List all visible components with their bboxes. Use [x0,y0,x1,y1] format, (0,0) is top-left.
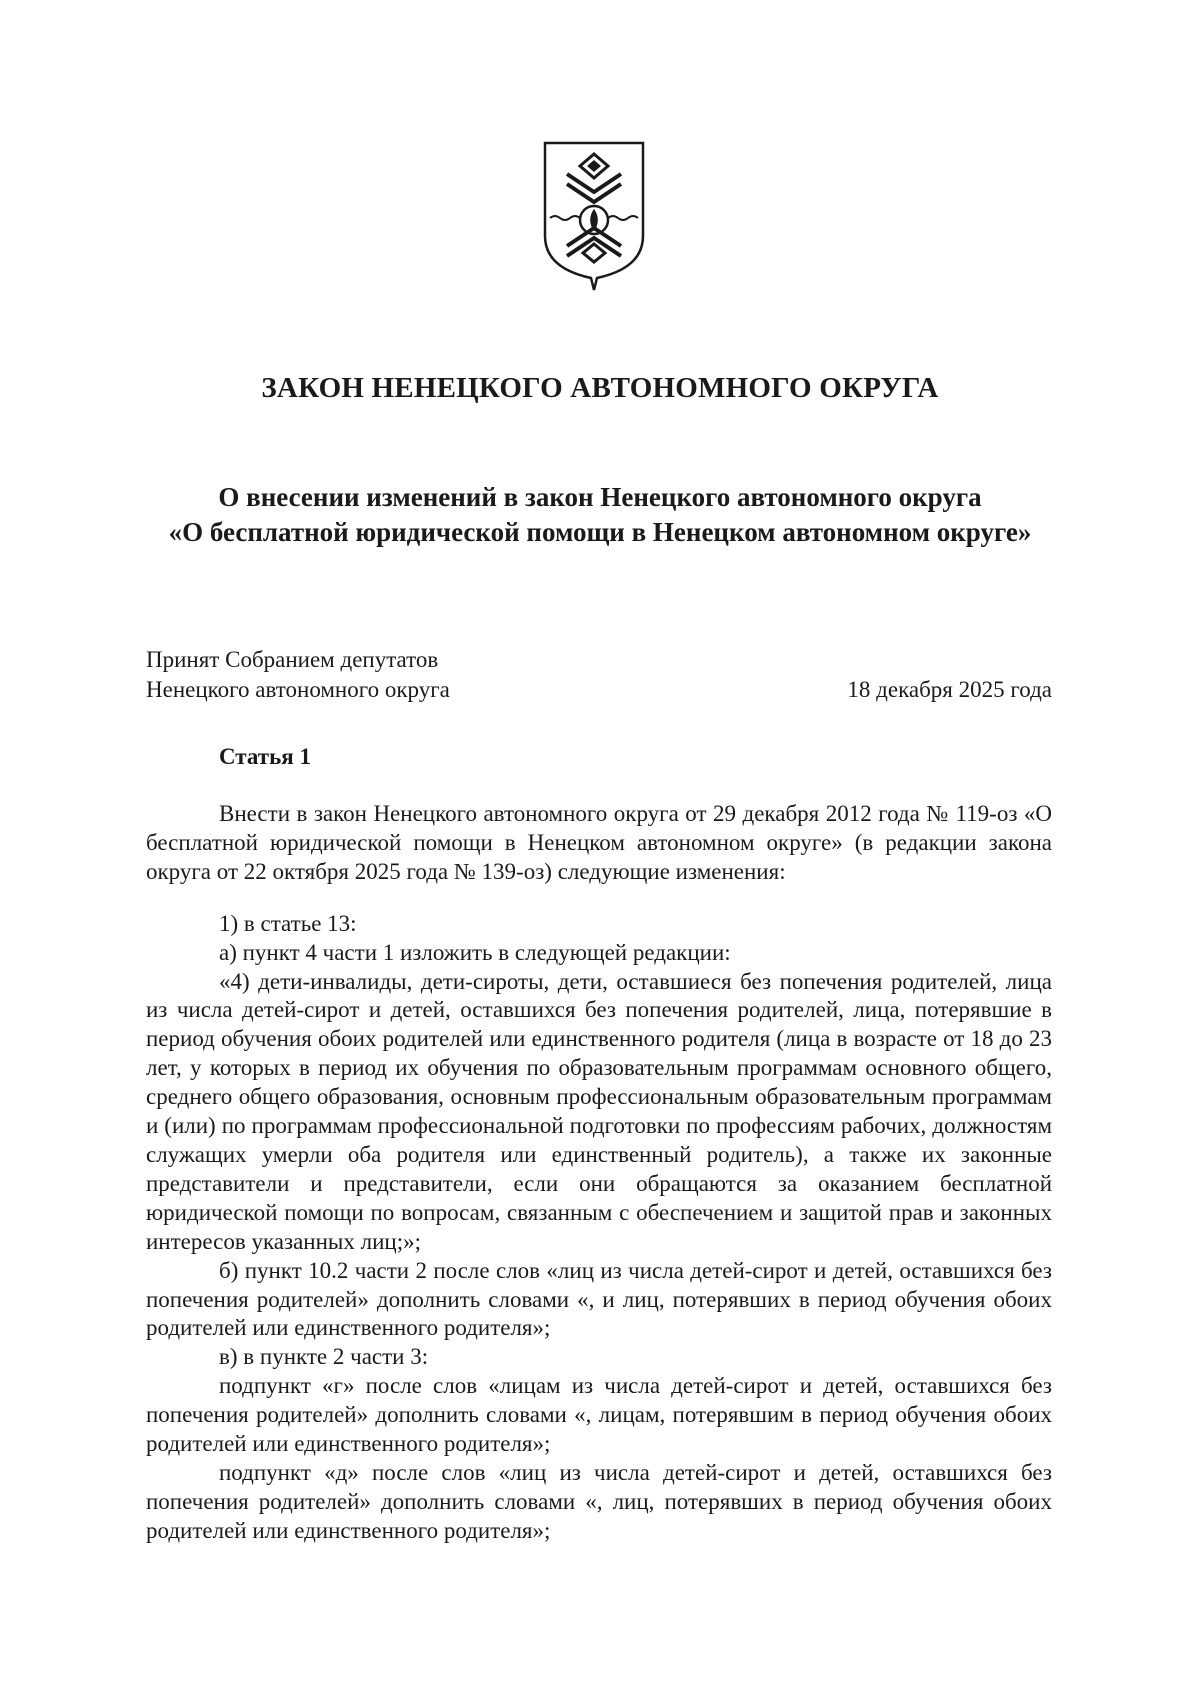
paragraph: подпункт «г» после слов «лицам из числа детей-сирот и детей, оставшихся без попечения родителей» дополнить словами «, лицам, потерявшим в период обучения обоих родителей или единственного родителя»; [146,1373,1052,1457]
paragraph: «4) дети-инвалиды, дети-сироты, дети, оставшиеся без попечения родителей, лица из числа детей-сирот и детей, оставшихся без попечения родителей, лица, потерявшие в период обучения обоих родителей или единственного родителя (лица в возрасте от 18 до 23 лет, у которых в период их обучения по образовательным программам основного общего, среднего общего образования, основным профессиональным образовательным программам и (или) по программам профессиональной подготовки по профессиям рабочих, должностям служащих умерли оба родителя или единственный родитель), а также их законные представители и представители, если они обращаются за оказанием бесплатной юридической помощи по вопросам, связанным с обеспечением и защитой прав и законных интересов указанных лиц;»; [146,968,1052,1254]
paragraph: Внести в закон Ненецкого автономного округа от 29 декабря 2012 года № 119-оз «О бесплатной юридической помощи в Ненецком автономном округе» (в редакции закона округа от 22 октября 2025 года № 139-оз) следующие изменения: [146,801,1052,884]
paragraph: 1) в статье 13: [219,910,357,936]
nenets-coat-of-arms-icon [542,140,646,292]
adoption-line: Ненецкого автономного округа [146,677,450,702]
paragraph: б) пункт 10.2 части 2 после слов «лиц из числа детей-сирот и детей, оставшихся без попечения родителей» дополнить словами «, и лиц, потерявших в период обучения обоих родителей или единственного родителя»; [146,1257,1052,1341]
adoption-line: Принят Собранием депутатов [146,647,439,672]
paragraph: а) пункт 4 части 1 изложить в следующей редакции: [219,939,731,965]
article-body [146,800,1052,1546]
subtitle-line: О внесении изменений в закон Ненецкого автономного округа [218,482,982,512]
paragraph: подпункт «д» после слов «лиц из числа детей-сирот и детей, оставшихся без попечения родителей» дополнить словами «, лиц, потерявших в период обучения обоих родителей или единственного родителя»; [146,1459,1052,1543]
article-heading: Статья 1 [219,744,311,769]
adoption-info [146,645,450,705]
adoption-date: 18 декабря 2025 года [847,677,1052,702]
law-title: ЗАКОН НЕНЕЦКОГО АВТОНОМНОГО ОКРУГА [261,372,939,404]
paragraph: в) в пункте 2 части 3: [219,1344,429,1370]
subtitle-line: «О бесплатной юридической помощи в Ненецком автономном округе» [168,517,1032,547]
law-subtitle [60,480,1140,550]
